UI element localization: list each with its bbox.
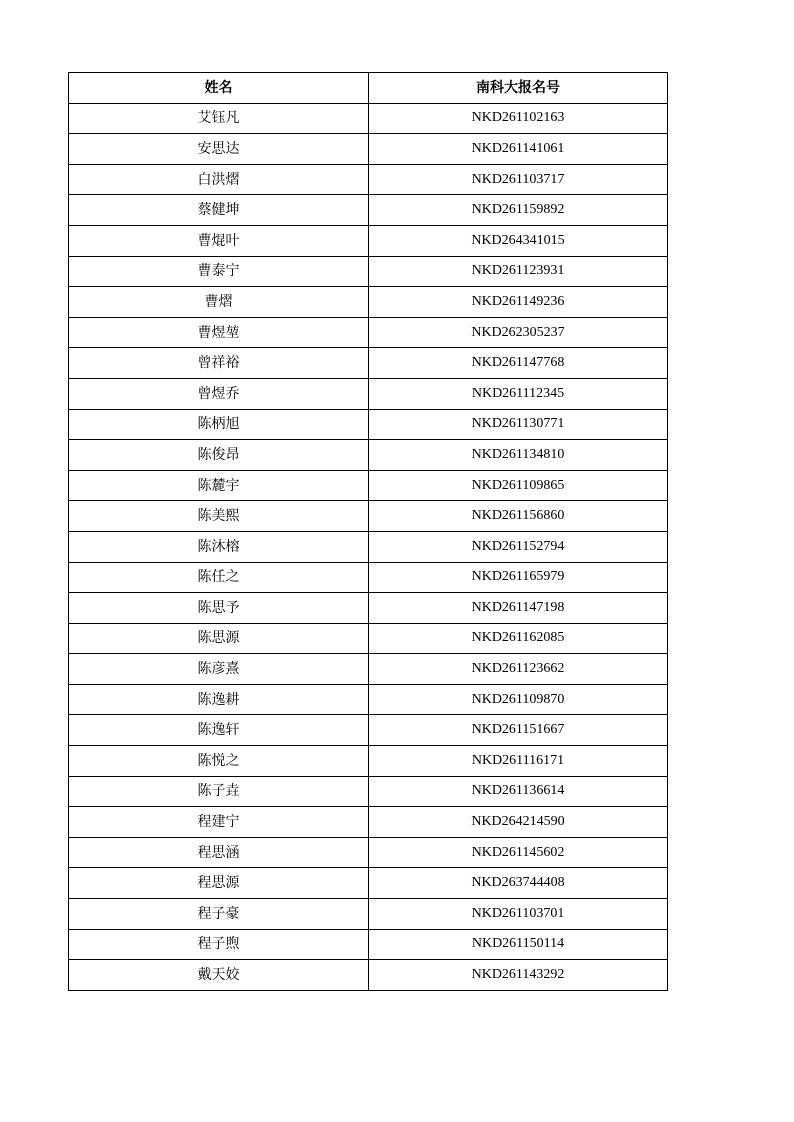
student-name-cell: 曹泰宁	[69, 256, 369, 287]
registration-number-cell: NKD261136614	[369, 776, 668, 807]
column-header-name: 姓名	[69, 73, 369, 104]
table-row	[69, 807, 668, 838]
registration-number-cell: NKD261103701	[369, 899, 668, 930]
table-row	[69, 746, 668, 777]
student-name-cell: 程子煦	[69, 929, 369, 960]
registration-number-cell: NKD261109870	[369, 684, 668, 715]
registration-number-cell: NKD261145602	[369, 837, 668, 868]
student-name-cell: 陈逸耕	[69, 684, 369, 715]
student-name-cell: 安思达	[69, 134, 369, 165]
student-name-cell: 蔡健坤	[69, 195, 369, 226]
student-name-cell: 陈思予	[69, 593, 369, 624]
table-row	[69, 868, 668, 899]
column-header-registration-number: 南科大报名号	[369, 73, 668, 104]
table-row	[69, 164, 668, 195]
registration-number-cell: NKD261162085	[369, 623, 668, 654]
student-name-cell: 白洪熠	[69, 164, 369, 195]
table-row	[69, 654, 668, 685]
table-row	[69, 837, 668, 868]
student-name-cell: 艾钰凡	[69, 103, 369, 134]
table-row	[69, 317, 668, 348]
student-name-cell: 曾祥裕	[69, 348, 369, 379]
student-name-cell: 陈俊昂	[69, 440, 369, 471]
student-name-cell: 曹焜叶	[69, 225, 369, 256]
registration-number-cell: NKD261147768	[369, 348, 668, 379]
table-row	[69, 256, 668, 287]
table-row	[69, 440, 668, 471]
registration-number-cell: NKD261109865	[369, 470, 668, 501]
table-row	[69, 470, 668, 501]
registration-number-cell: NKD261141061	[369, 134, 668, 165]
table-row	[69, 562, 668, 593]
student-name-cell: 陈思源	[69, 623, 369, 654]
registration-number-cell: NKD262305237	[369, 317, 668, 348]
registration-number-cell: NKD261134810	[369, 440, 668, 471]
registration-number-cell: NKD261156860	[369, 501, 668, 532]
registration-number-cell: NKD264214590	[369, 807, 668, 838]
table-row	[69, 899, 668, 930]
registration-number-cell: NKD261143292	[369, 960, 668, 991]
student-name-cell: 程思源	[69, 868, 369, 899]
registration-number-cell: NKD261123931	[369, 256, 668, 287]
registration-number-cell: NKD261103717	[369, 164, 668, 195]
table-row	[69, 715, 668, 746]
student-name-cell: 程建宁	[69, 807, 369, 838]
student-name-cell: 陈任之	[69, 562, 369, 593]
table-row	[69, 501, 668, 532]
table-row	[69, 960, 668, 991]
registration-number-cell: NKD261152794	[369, 531, 668, 562]
registration-number-cell: NKD261130771	[369, 409, 668, 440]
registration-number-cell: NKD261165979	[369, 562, 668, 593]
registration-number-cell: NKD261149236	[369, 287, 668, 318]
registration-number-cell: NKD261112345	[369, 378, 668, 409]
student-name-cell: 陈柄旭	[69, 409, 369, 440]
table-row	[69, 195, 668, 226]
student-name-cell: 陈彦熹	[69, 654, 369, 685]
table-row	[69, 929, 668, 960]
table-row	[69, 623, 668, 654]
table-row	[69, 684, 668, 715]
registration-number-cell: NKD261123662	[369, 654, 668, 685]
table-row	[69, 531, 668, 562]
registration-number-cell: NKD261159892	[369, 195, 668, 226]
registration-number-cell: NKD261116171	[369, 746, 668, 777]
registration-number-cell: NKD261150114	[369, 929, 668, 960]
student-name-cell: 程子豪	[69, 899, 369, 930]
student-name-cell: 曹煜堃	[69, 317, 369, 348]
table-body	[69, 103, 668, 990]
student-name-cell: 曾煜乔	[69, 378, 369, 409]
student-name-cell: 陈麓宇	[69, 470, 369, 501]
student-name-cell: 陈美熙	[69, 501, 369, 532]
table-row	[69, 134, 668, 165]
student-name-cell: 曹熠	[69, 287, 369, 318]
student-name-cell: 陈逸轩	[69, 715, 369, 746]
registration-table	[68, 72, 668, 991]
student-name-cell: 陈子垚	[69, 776, 369, 807]
student-name-cell: 陈沐榕	[69, 531, 369, 562]
table-row	[69, 378, 668, 409]
table-row	[69, 348, 668, 379]
table-row	[69, 409, 668, 440]
registration-number-cell: NKD263744408	[369, 868, 668, 899]
registration-number-cell: NKD264341015	[369, 225, 668, 256]
registration-number-cell: NKD261151667	[369, 715, 668, 746]
table-row	[69, 593, 668, 624]
table-row	[69, 225, 668, 256]
table-row	[69, 287, 668, 318]
table-header-row	[69, 73, 668, 104]
student-name-cell: 戴天姣	[69, 960, 369, 991]
registration-number-cell: NKD261147198	[369, 593, 668, 624]
table-row	[69, 103, 668, 134]
table-row	[69, 776, 668, 807]
registration-number-cell: NKD261102163	[369, 103, 668, 134]
student-name-cell: 陈悦之	[69, 746, 369, 777]
student-name-cell: 程思涵	[69, 837, 369, 868]
